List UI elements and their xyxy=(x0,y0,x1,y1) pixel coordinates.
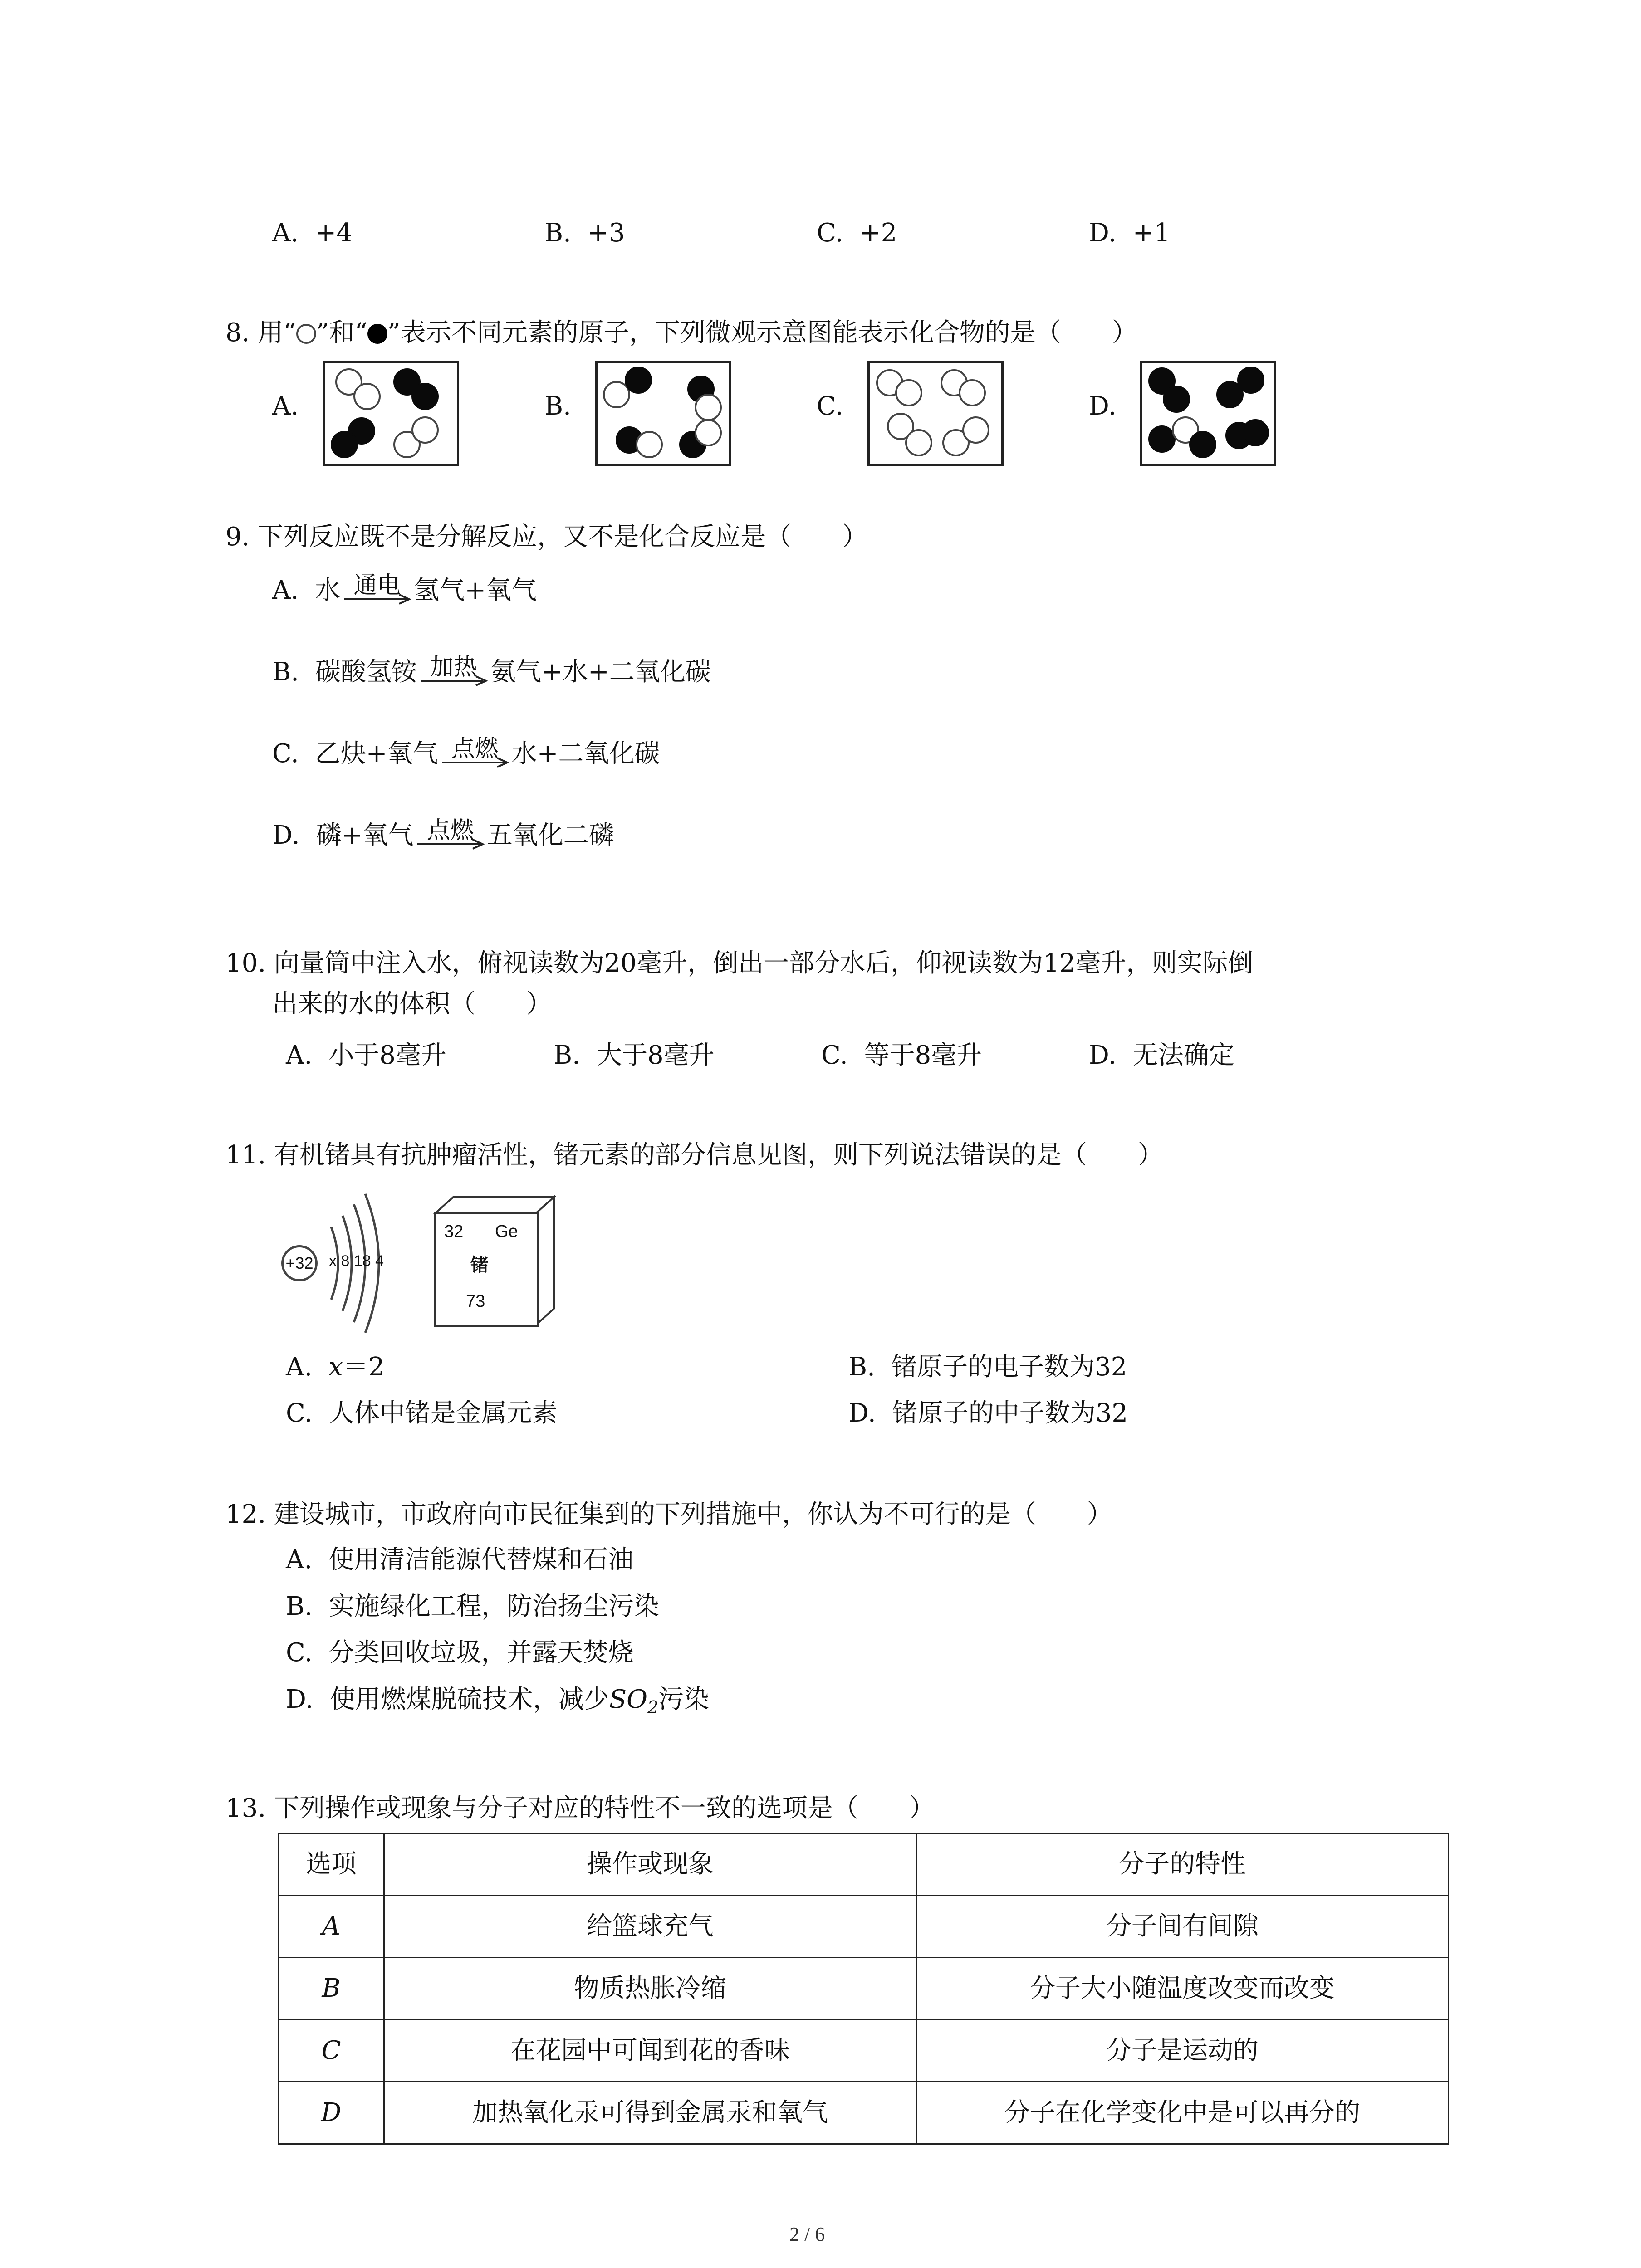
q7-option-c: C. +2 xyxy=(817,218,897,248)
q9-option-c: C. 乙炔+氧气 点燃 水+二氧化碳 xyxy=(272,733,660,769)
q10-stem-line1: 10. 向量筒中注入水，俯视读数为20毫升，倒出一部分水后，仰视读数为12毫升，则实际倒 xyxy=(225,948,1254,978)
q11-option-d: D. 锗原子的中子数为32 xyxy=(848,1398,1128,1428)
q7-option-d: D. +1 xyxy=(1089,218,1171,248)
q8-option-b-label: B. xyxy=(544,391,571,421)
q12-option-b: B. 实施绿化工程，防治扬尘污染 xyxy=(286,1592,659,1621)
table-row xyxy=(279,1896,1449,1958)
table-cell: 分子大小随温度改变而改变 xyxy=(916,1958,1449,2020)
q10-option-d: D. 无法确定 xyxy=(1089,1041,1234,1070)
page-number: 2 / 6 xyxy=(789,2223,825,2245)
q9-option-d: D. 磷+氧气 点燃 五氧化二磷 xyxy=(272,814,614,850)
q10-option-a: A. 小于8毫升 xyxy=(286,1041,446,1070)
q8-stem: 8. 用“ ”和“ ”表示不同元素的原子，下列微观示意图能表示化合物的是（ ） xyxy=(225,318,1137,347)
q13-stem: 13. 下列操作或现象与分子对应的特性不一致的选项是（ ） xyxy=(225,1794,935,1823)
q10-option-b: B. 大于8毫升 xyxy=(554,1041,715,1070)
q11-option-c: C. 人体中锗是金属元素 xyxy=(286,1398,558,1428)
white-atom-icon xyxy=(296,324,316,344)
table-cell: 分子在化学变化中是可以再分的 xyxy=(916,2082,1449,2144)
table-row xyxy=(279,1958,1449,2020)
q11-option-a: A. x＝2 xyxy=(286,1352,385,1382)
table-row xyxy=(279,2020,1449,2082)
table-cell: D xyxy=(279,2082,384,2144)
q8-option-a-label: A. xyxy=(272,391,299,421)
table-header-cell: 选项 xyxy=(279,1833,384,1896)
q8-option-d-label: D. xyxy=(1089,391,1117,421)
q7-option-b: B. +3 xyxy=(544,218,625,248)
q7-option-a: A. +4 xyxy=(272,218,353,248)
element-symbol: Ge xyxy=(495,1222,518,1241)
q8-diagram-d xyxy=(1140,361,1276,466)
q11-stem: 11. 有机锗具有抗肿瘤活性，锗元素的部分信息见图，则下列说法错误的是（ ） xyxy=(225,1140,1163,1170)
atomic-structure-diagram xyxy=(277,1188,404,1338)
q9-stem: 9. 下列反应既不是分解反应，又不是化合反应是（ ） xyxy=(225,522,868,552)
q9-option-b: B. 碳酸氢铵 加热 氨气+水+二氧化碳 xyxy=(272,651,711,687)
table-header-row xyxy=(279,1833,1449,1896)
q8-diagram-c xyxy=(867,361,1004,466)
table-cell: A xyxy=(279,1896,384,1958)
table-cell: 加热氧化汞可得到金属汞和氧气 xyxy=(384,2082,916,2144)
table-cell: 物质热胀冷缩 xyxy=(384,1958,916,2020)
reaction-arrow: 通电 xyxy=(343,569,411,606)
reaction-arrow: 点燃 xyxy=(441,733,509,769)
q13-table xyxy=(278,1833,1449,2145)
atomic-mass: 73 xyxy=(466,1292,485,1311)
table-row xyxy=(279,2082,1449,2144)
q12-option-a: A. 使用清洁能源代替煤和石油 xyxy=(286,1545,634,1574)
table-cell: B xyxy=(279,1958,384,2020)
atomic-number: 32 xyxy=(444,1222,464,1241)
nucleus: +32 xyxy=(281,1245,318,1281)
table-cell: 给篮球充气 xyxy=(384,1896,916,1958)
black-atom-icon xyxy=(367,324,387,344)
q10-option-c: C. 等于8毫升 xyxy=(821,1041,982,1070)
table-cell: 在花园中可闻到花的香味 xyxy=(384,2020,916,2082)
table-cell: 分子是运动的 xyxy=(916,2020,1449,2082)
q12-option-c: C. 分类回收垃圾，并露天焚烧 xyxy=(286,1638,634,1667)
reaction-arrow: 加热 xyxy=(420,651,488,687)
q8-diagram-a xyxy=(323,361,459,466)
table-header-cell: 分子的特性 xyxy=(916,1833,1449,1896)
table-cell: 分子间有间隙 xyxy=(916,1896,1449,1958)
table-cell: C xyxy=(279,2020,384,2082)
q10-stem-line2: 出来的水的体积（ ） xyxy=(272,989,552,1019)
q12-option-d: D. 使用燃煤脱硫技术，减少$SO_2$污染 xyxy=(286,1685,710,1717)
q12-stem: 12. 建设城市，市政府向市民征集到的下列措施中，你认为不可行的是（ ） xyxy=(225,1500,1112,1529)
reaction-arrow: 点燃 xyxy=(416,814,485,850)
table-header-cell: 操作或现象 xyxy=(384,1833,916,1896)
element-card-germanium xyxy=(433,1195,556,1327)
q9-option-a: A. 水 通电 氢气+氧气 xyxy=(272,569,537,606)
shell-electron-counts: x 8 18 4 xyxy=(329,1252,384,1270)
q8-option-c-label: C. xyxy=(817,391,843,421)
q11-option-b: B. 锗原子的电子数为32 xyxy=(848,1352,1127,1382)
element-name: 锗 xyxy=(470,1255,489,1276)
q8-diagram-b xyxy=(595,361,731,466)
q8-number: 8. xyxy=(225,318,250,347)
